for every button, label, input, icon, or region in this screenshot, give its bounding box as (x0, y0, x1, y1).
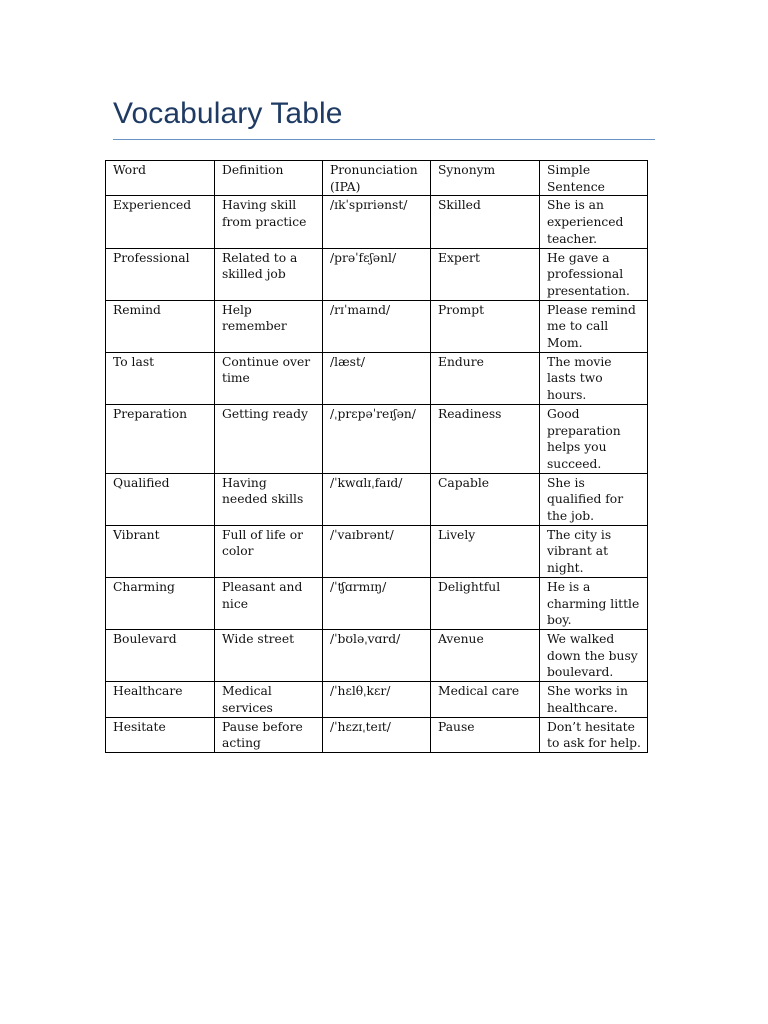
table-cell-pronunciation: /ˌprɛpəˈreɪʃən/ (323, 404, 431, 473)
table-cell-word: Qualified (106, 473, 215, 525)
table-cell-pronunciation: /ˈvaɪbrənt/ (323, 525, 431, 577)
table-cell-pronunciation: /ˈhɛzɪˌteɪt/ (323, 717, 431, 752)
table-cell-synonym: Medical care (431, 682, 540, 717)
table-cell-definition: Help remember (215, 300, 323, 352)
table-cell-pronunciation: /ˈkwɑlɪˌfaɪd/ (323, 473, 431, 525)
table-cell-definition: Getting ready (215, 404, 323, 473)
table-cell-word: Healthcare (106, 682, 215, 717)
table-cell-pronunciation: /prəˈfɛʃənl/ (323, 248, 431, 300)
table-cell-definition: Related to a skilled job (215, 248, 323, 300)
table-cell-word: Experienced (106, 196, 215, 248)
table-cell-definition: Pleasant and nice (215, 577, 323, 629)
table-cell-pronunciation: /ɪkˈspɪriənst/ (323, 196, 431, 248)
table-row (106, 629, 648, 681)
table-cell-definition: Continue over time (215, 352, 323, 404)
table-cell-word: Charming (106, 577, 215, 629)
table-row (106, 248, 648, 300)
table-cell-sentence: Good preparation helps you succeed. (540, 404, 648, 473)
table-cell-pronunciation: /ˈʧɑrmɪŋ/ (323, 577, 431, 629)
table-cell-synonym: Expert (431, 248, 540, 300)
table-cell-sentence: Don’t hesitate to ask for help. (540, 717, 648, 752)
table-cell-sentence: We walked down the busy boulevard. (540, 629, 648, 681)
table-row (106, 196, 648, 248)
table-cell-sentence: She is an experienced teacher. (540, 196, 648, 248)
table-cell-definition: Full of life or color (215, 525, 323, 577)
table-cell-word: To last (106, 352, 215, 404)
table-cell-synonym: Avenue (431, 629, 540, 681)
table-cell-pronunciation: /ˈbʊləˌvɑrd/ (323, 629, 431, 681)
table-cell-sentence: He is a charming little boy. (540, 577, 648, 629)
table-cell-word: Remind (106, 300, 215, 352)
table-cell-pronunciation: /læst/ (323, 352, 431, 404)
table-row (106, 577, 648, 629)
header-cell-definition: Definition (215, 161, 323, 196)
table-cell-pronunciation: /ˈhɛlθˌkɛr/ (323, 682, 431, 717)
header-cell-word: Word (106, 161, 215, 196)
table-cell-word: Vibrant (106, 525, 215, 577)
table-cell-word: Hesitate (106, 717, 215, 752)
table-row (106, 352, 648, 404)
table-cell-synonym: Delightful (431, 577, 540, 629)
table-cell-word: Preparation (106, 404, 215, 473)
table-row (106, 473, 648, 525)
title-underline (113, 139, 655, 140)
vocabulary-table (105, 160, 648, 753)
table-cell-synonym: Prompt (431, 300, 540, 352)
table-cell-sentence: She is qualified for the job. (540, 473, 648, 525)
table-row (106, 717, 648, 752)
table-cell-sentence: The movie lasts two hours. (540, 352, 648, 404)
table-row (106, 404, 648, 473)
table-cell-pronunciation: /rɪˈmaɪnd/ (323, 300, 431, 352)
table-cell-sentence: She works in healthcare. (540, 682, 648, 717)
table-row (106, 682, 648, 717)
header-cell-simple-sentence: Simple Sentence (540, 161, 648, 196)
table-cell-definition: Having skill from practice (215, 196, 323, 248)
table-cell-definition: Medical services (215, 682, 323, 717)
table-cell-synonym: Endure (431, 352, 540, 404)
table-cell-sentence: The city is vibrant at night. (540, 525, 648, 577)
table-cell-definition: Having needed skills (215, 473, 323, 525)
table-row (106, 525, 648, 577)
header-cell-pronunciation: Pronunciation (IPA) (323, 161, 431, 196)
table-cell-sentence: He gave a professional presentation. (540, 248, 648, 300)
document-title: Vocabulary Table (113, 97, 343, 130)
table-cell-synonym: Capable (431, 473, 540, 525)
table-cell-definition: Pause before acting (215, 717, 323, 752)
table-cell-sentence: Please remind me to call Mom. (540, 300, 648, 352)
table-cell-synonym: Readiness (431, 404, 540, 473)
header-cell-synonym: Synonym (431, 161, 540, 196)
table-cell-word: Boulevard (106, 629, 215, 681)
table-cell-synonym: Skilled (431, 196, 540, 248)
table-cell-definition: Wide street (215, 629, 323, 681)
table-cell-synonym: Lively (431, 525, 540, 577)
table-header-row (106, 161, 648, 196)
table-row (106, 300, 648, 352)
table-cell-synonym: Pause (431, 717, 540, 752)
table-cell-word: Professional (106, 248, 215, 300)
